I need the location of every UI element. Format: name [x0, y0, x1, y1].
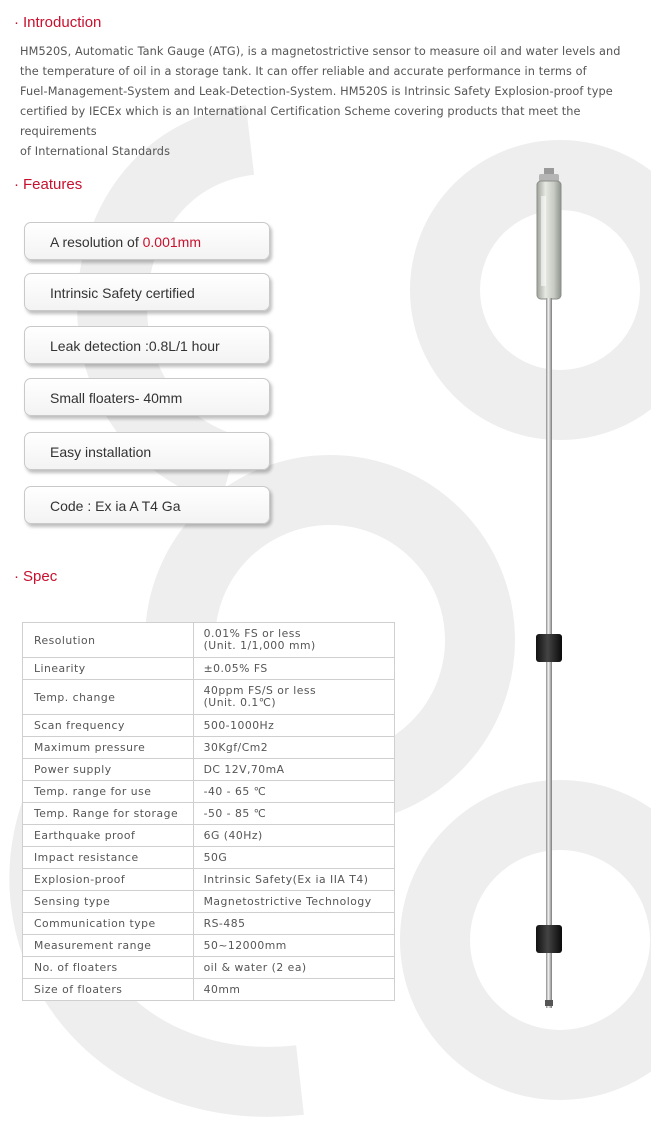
spec-name: Impact resistance — [23, 847, 194, 869]
spec-name: Explosion-proof — [23, 869, 194, 891]
table-row — [23, 623, 395, 658]
intro-line: the temperature of oil in a storage tank. It can offer reliable and accurate performance in terms of — [20, 65, 587, 78]
table-row — [23, 957, 395, 979]
spec-name: Sensing type — [23, 891, 194, 913]
feature-small-floaters: Small floaters- 40mm — [24, 378, 270, 416]
table-row — [23, 658, 395, 680]
table-row — [23, 869, 395, 891]
introduction-text — [20, 42, 640, 162]
table-row — [23, 825, 395, 847]
spec-value: 40mm — [193, 979, 394, 1001]
table-row — [23, 680, 395, 715]
spec-name: Size of floaters — [23, 979, 194, 1001]
spec-name: Linearity — [23, 658, 194, 680]
feature-leak-detection: Leak detection :0.8L/1 hour — [24, 326, 270, 364]
spec-value: 30Kgf/Cm2 — [193, 737, 394, 759]
table-row — [23, 737, 395, 759]
spec-value: 6G (40Hz) — [193, 825, 394, 847]
spec-value: 500-1000Hz — [193, 715, 394, 737]
spec-name: Communication type — [23, 913, 194, 935]
features-heading: · Features — [14, 176, 83, 193]
spec-name: No. of floaters — [23, 957, 194, 979]
spec-name: Power supply — [23, 759, 194, 781]
spec-value: -40 - 65 ℃ — [193, 781, 394, 803]
spec-name: Measurement range — [23, 935, 194, 957]
table-row — [23, 891, 395, 913]
introduction-heading: · Introduction — [14, 14, 102, 31]
table-row — [23, 913, 395, 935]
spec-name: Temp. change — [23, 680, 194, 715]
spec-value: 0.01% FS or less (Unit. 1/1,000 mm) — [193, 623, 394, 658]
spec-heading: · Spec — [14, 568, 58, 585]
bullet-icon: · — [14, 14, 19, 31]
spec-table — [22, 622, 395, 1001]
spec-name: Resolution — [23, 623, 194, 658]
intro-line: HM520S, Automatic Tank Gauge (ATG), is a magnetostrictive sensor to measure oil and water levels and — [20, 45, 621, 58]
feature-intrinsic-safety: Intrinsic Safety certified — [24, 273, 270, 311]
spec-value: Magnetostrictive Technology — [193, 891, 394, 913]
spec-value: Intrinsic Safety(Ex ia IIA T4) — [193, 869, 394, 891]
intro-line: certified by IECEx which is an International Certification Scheme covering products that meet the requirements — [20, 105, 581, 138]
table-row — [23, 935, 395, 957]
table-row — [23, 759, 395, 781]
tank-gauge-image — [520, 168, 590, 1013]
bullet-icon: · — [14, 176, 19, 193]
spec-value: 50G — [193, 847, 394, 869]
spec-name: Temp. Range for storage — [23, 803, 194, 825]
intro-line: of International Standards — [20, 145, 171, 158]
gauge-tip — [545, 1000, 553, 1006]
spec-value: oil & water (2 ea) — [193, 957, 394, 979]
feature-easy-installation: Easy installation — [24, 432, 270, 470]
spec-name: Temp. range for use — [23, 781, 194, 803]
table-row — [23, 781, 395, 803]
spec-value: RS-485 — [193, 913, 394, 935]
spec-value: 50~12000mm — [193, 935, 394, 957]
feature-code: Code : Ex ia A T4 Ga — [24, 486, 270, 524]
bullet-icon: · — [14, 568, 19, 585]
gauge-head — [537, 181, 561, 299]
spec-value: 40ppm FS/S or less (Unit. 0.1℃) — [193, 680, 394, 715]
feature-resolution: A resolution of 0.001mm — [24, 222, 270, 260]
spec-value: -50 - 85 ℃ — [193, 803, 394, 825]
spec-name: Maximum pressure — [23, 737, 194, 759]
spec-value: ±0.05% FS — [193, 658, 394, 680]
intro-line: Fuel-Management-System and Leak-Detection-System. HM520S is Intrinsic Safety Explosion-proof type — [20, 85, 613, 98]
table-row — [23, 979, 395, 1001]
spec-name: Scan frequency — [23, 715, 194, 737]
table-row — [23, 847, 395, 869]
oil-floater — [536, 634, 562, 662]
spec-name: Earthquake proof — [23, 825, 194, 847]
spec-value: DC 12V,70mA — [193, 759, 394, 781]
water-floater — [536, 925, 562, 953]
table-row — [23, 715, 395, 737]
table-row — [23, 803, 395, 825]
